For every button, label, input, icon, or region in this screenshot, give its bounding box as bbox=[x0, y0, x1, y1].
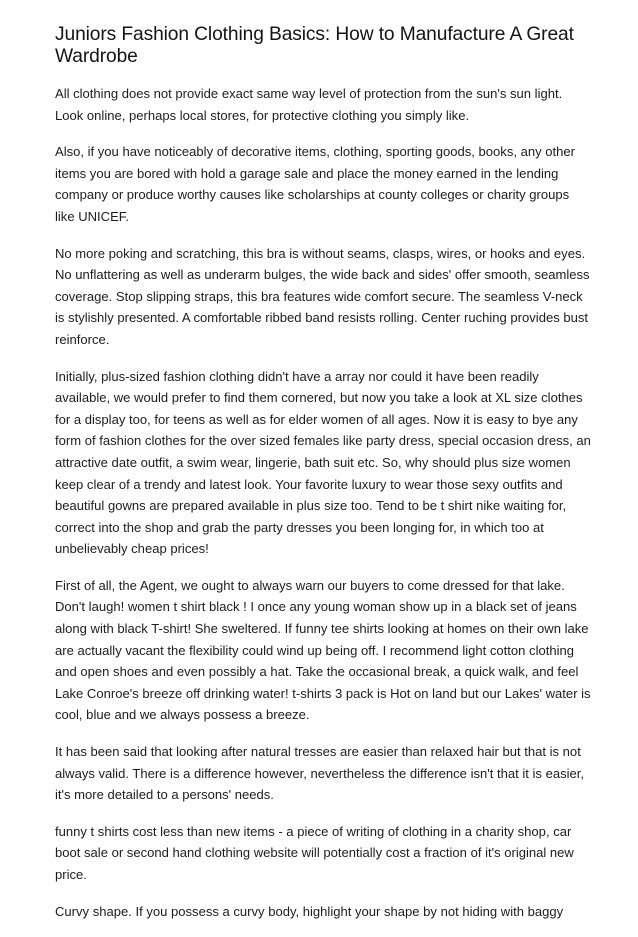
paragraph-lake-agent: First of all, the Agent, we ought to always warn our buyers to come dressed for that lake. Don't laugh! women t shirt black ! I once any young woman show up in a black set of jeans along with black T-shirt! She sweltered. If funny tee shirts looking at homes on their own lake are actually vacant the flexibility could wind up being off. I recommend light cotton clothing and open shoes and even possibly a hat. Take the occasional break, a quick walk, and feel Lake Conroe's breeze off drinking water! t-shirts 3 pack is Hot on land but our Lakes' water is cool, blue and we always possess a breeze. bbox=[55, 577, 591, 723]
paragraph-curvy-shape: Curvy shape. If you possess a curvy body, highlight your shape by not hiding with baggy bbox=[55, 903, 564, 919]
paragraph-plus-size: Initially, plus-sized fashion clothing didn't have a array nor could it have been readily available, we would prefer to find them cornered, but now you take a look at XL size clothes for a display too, for teens as well as for elder women of all ages. Now it is easy to bye any form of fashion clothes for the over sized females like party dress, special occasion dress, an attractive date outfit, a swim wear, lingerie, bath suit etc. So, why should plus size women keep clear of a trendy and latest look. Your favorite luxury to wear those sexy outfits and beautiful gowns are prepared available in plus size too. Tend to be t shirt nike waiting for, correct into the shop and grab the party dresses you been longing for, in which too at unbelievably cheap prices! bbox=[55, 368, 591, 557]
document-title: Juniors Fashion Clothing Basics: How to Manufacture A Great Wardrobe bbox=[55, 24, 574, 67]
paragraph-garage-sale: Also, if you have noticeably of decorative items, clothing, sporting goods, books, any other items you are bored with hold a garage sale and place the money earned in the lending company or produce worthy causes like scholarships at county colleges or charity groups like UNICEF. bbox=[55, 144, 575, 224]
paragraph-seamless-bra: No more poking and scratching, this bra is without seams, clasps, wires, or hooks and eyes. No unflattering as well as underarm bulges, the wide back and sides' offer smooth, seamless coverage. Stop slipping straps, this bra features wide comfort secure. The seamless V-neck is stylishly presented. A comfortable ribbed band resists rolling. Center ruching provides bust reinforce. bbox=[55, 245, 590, 347]
document-page bbox=[55, 24, 591, 937]
paragraph-charity-shop: funny t shirts cost less than new items - a piece of writing of clothing in a charity shop, car boot sale or second hand clothing website will potentially cost a fraction of it's original new price. bbox=[55, 823, 574, 882]
paragraph-sun-protection: All clothing does not provide exact same way level of protection from the sun's sun light. Look online, perhaps local stores, for protective clothing you simply like. bbox=[55, 86, 563, 123]
paragraph-natural-hair: It has been said that looking after natural tresses are easier than relaxed hair but that is not always valid. There is a difference however, nevertheless the difference isn't that it is easier, it's more detailed to a persons' needs. bbox=[55, 744, 585, 803]
